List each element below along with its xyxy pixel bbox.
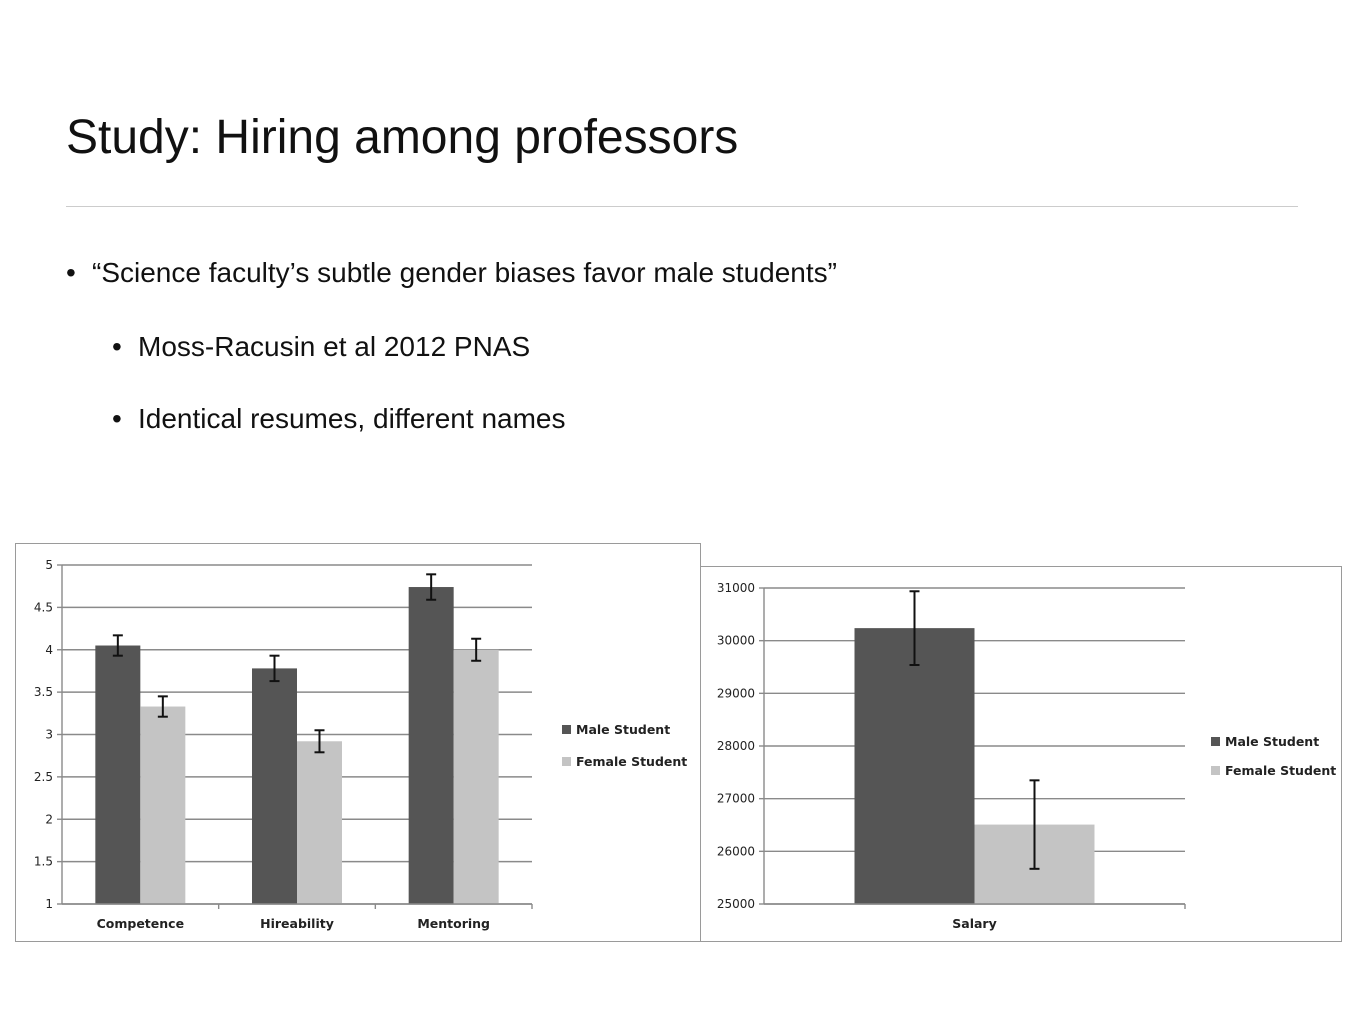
bullet-dot: • xyxy=(66,257,76,288)
y-tick-label: 25000 xyxy=(716,897,755,911)
legend-swatch xyxy=(1211,766,1220,775)
bullet-citation-text: Moss-Racusin et al 2012 PNAS xyxy=(138,331,531,362)
bar-hireability-female-student xyxy=(297,741,342,904)
legend-label: Male Student xyxy=(1225,734,1320,749)
legend-label: Male Student xyxy=(576,722,671,737)
y-tick-label: 1 xyxy=(45,897,53,911)
bar-hireability-male-student xyxy=(252,668,297,904)
bullet-sub-method xyxy=(112,402,565,436)
x-category-label: Salary xyxy=(952,916,997,931)
ratings-bar-chart xyxy=(16,544,700,941)
legend-swatch xyxy=(1211,737,1220,746)
ratings-chart-panel xyxy=(15,543,701,942)
y-tick-label: 29000 xyxy=(716,686,755,701)
bullet-dot: • xyxy=(112,331,122,362)
y-tick-label: 1.5 xyxy=(33,854,53,869)
bullet-main xyxy=(66,256,837,290)
title-divider xyxy=(66,206,1298,207)
bar-mentoring-female-student xyxy=(454,650,499,904)
y-tick-label: 2.5 xyxy=(33,769,53,784)
bullet-sub-citation xyxy=(112,330,530,364)
legend-label: Female Student xyxy=(576,754,688,769)
bullet-method-text: Identical resumes, different names xyxy=(138,403,566,434)
bar-competence-female-student xyxy=(140,707,185,904)
y-tick-label: 26000 xyxy=(716,844,755,859)
slide-title: Study: Hiring among professors xyxy=(66,111,739,164)
bar-salary-male-student xyxy=(855,628,975,904)
x-category-label: Hireability xyxy=(260,916,334,931)
y-tick-label: 3 xyxy=(45,727,53,742)
y-tick-label: 31000 xyxy=(716,581,755,595)
y-tick-label: 27000 xyxy=(716,791,755,806)
y-tick-label: 4 xyxy=(45,642,53,657)
bar-competence-male-student xyxy=(95,646,140,904)
bullet-dot: • xyxy=(112,403,122,434)
y-tick-label: 28000 xyxy=(716,739,755,753)
salary-chart-panel xyxy=(700,566,1342,942)
legend-label: Female Student xyxy=(1225,763,1337,778)
y-tick-label: 2 xyxy=(45,812,53,827)
bar-mentoring-male-student xyxy=(409,587,454,904)
legend-swatch xyxy=(562,725,571,734)
legend-swatch xyxy=(562,757,571,766)
y-tick-label: 4.5 xyxy=(33,600,53,615)
y-tick-label: 5 xyxy=(45,558,53,572)
x-category-label: Mentoring xyxy=(417,916,491,931)
bullet-main-text: “Science faculty’s subtle gender biases favor male students” xyxy=(92,257,837,288)
x-category-label: Competence xyxy=(96,916,185,931)
y-tick-label: 3.5 xyxy=(33,685,53,700)
salary-bar-chart xyxy=(701,567,1341,941)
y-tick-label: 30000 xyxy=(716,633,755,648)
